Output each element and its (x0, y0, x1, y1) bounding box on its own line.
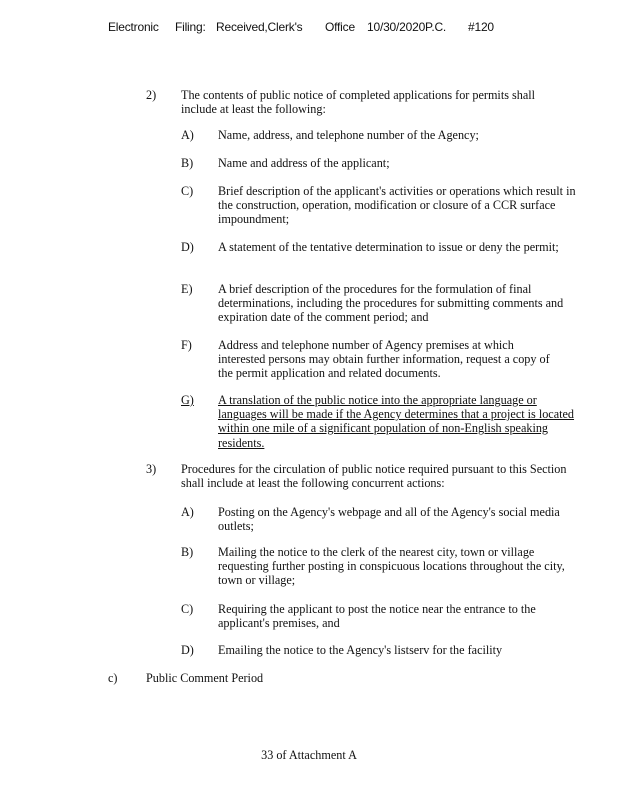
item-label: C) (181, 184, 194, 198)
header-date: 10/30/2020P.C. (367, 20, 447, 34)
item-label: C) (181, 602, 194, 616)
item-text: A brief description of the procedures for the formulation of final determinations, including the procedures for submitting comments and expiration date of the comment period; and (218, 282, 564, 325)
item-label: A) (181, 505, 194, 519)
item-label: G) (181, 393, 194, 407)
item-label: E) (181, 282, 193, 296)
item-label: A) (181, 128, 194, 142)
item-text: A statement of the tentative determination to issue or deny the permit; (218, 240, 559, 254)
item-text: Name and address of the applicant; (218, 156, 390, 170)
item-text: Emailing the notice to the Agency's listserv for the facility (218, 643, 503, 657)
item-label: 2) (146, 88, 157, 102)
header-filing: Filing: (175, 20, 206, 34)
item-label: B) (181, 545, 194, 559)
item-label: B) (181, 156, 194, 170)
header-electronic: Electronic (108, 20, 159, 34)
item-text: Public Comment Period (146, 671, 264, 685)
header-office: Office (325, 20, 355, 34)
header-received: Received,Clerk's (216, 20, 303, 34)
item-text: Name, address, and telephone number of the Agency; (218, 128, 479, 142)
item-text: Address and telephone number of Agency premises at which interested persons may obtain further information, request a copy of the permit application and related documents. (218, 338, 550, 381)
item-text: Requiring the applicant to post the notice near the entrance to the applicant's premises, and (218, 602, 536, 631)
item-text: Mailing the notice to the clerk of the nearest city, town or village requesting further posting in conspicuous locations throughout the city, town or village; (218, 545, 565, 588)
item-label: c) (108, 671, 118, 685)
page-footer: 33 of Attachment A (261, 748, 357, 762)
item-text: A translation of the public notice into the appropriate language or languages will be made if the Agency determines that a project is located within one mile of a significant population of non-English speaking residents. (218, 393, 575, 450)
item-label: D) (181, 240, 194, 254)
header-number: #120 (468, 20, 494, 34)
item-text: Posting on the Agency's webpage and all of the Agency's social media outlets; (218, 505, 560, 534)
item-label: 3) (146, 462, 157, 476)
item-label: F) (181, 338, 192, 352)
item-text: The contents of public notice of completed applications for permits shall include at least the following: (181, 88, 536, 117)
item-text: Procedures for the circulation of public notice required pursuant to this Section shall include at least the following concurrent actions: (181, 462, 567, 491)
item-text: Brief description of the applicant's activities or operations which result in the construction, operation, modification or closure of a CCR surface impoundment; (218, 184, 576, 227)
item-label: D) (181, 643, 194, 657)
